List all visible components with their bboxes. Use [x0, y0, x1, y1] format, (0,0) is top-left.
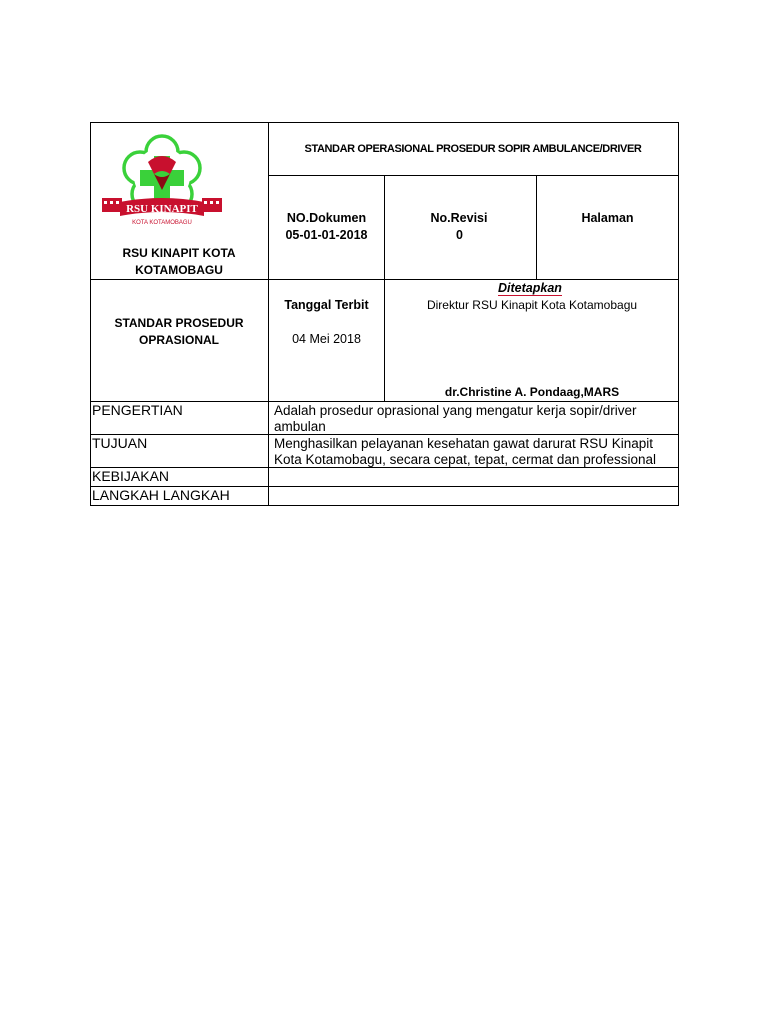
hospital-name — [92, 245, 266, 279]
director-name: dr.Christine A. Pondaag,MARS — [444, 385, 620, 399]
table-border-right — [678, 122, 679, 506]
page-title: STANDAR OPERASIONAL PROSEDUR SOPIR AMBULANCE/DRIVER — [304, 143, 642, 155]
row-text-line: Menghasilkan pelayanan kesehatan gawat darurat RSU Kinapit — [274, 436, 653, 451]
row-text-line: ambulan — [274, 419, 326, 434]
halaman-label: Halaman — [581, 211, 634, 225]
table-border-left — [90, 122, 91, 506]
hospital-name-line1: RSU KINAPIT KOTA — [122, 246, 236, 260]
no-dokumen-cell — [270, 210, 383, 244]
sop-label — [92, 315, 266, 349]
row-text-pengertian — [274, 403, 674, 435]
table-line — [268, 175, 679, 176]
row-label-pengertian: PENGERTIAN — [92, 402, 183, 418]
row-text-line: Adalah prosedur oprasional yang mengatur kerja sopir/driver — [274, 403, 637, 418]
row-text-tujuan — [274, 436, 674, 468]
no-revisi-cell — [386, 210, 534, 244]
tanggal-terbit-value: 04 Mei 2018 — [292, 332, 361, 346]
table-border-top — [90, 122, 679, 123]
director-title: Direktur RSU Kinapit Kota Kotamobagu — [426, 298, 638, 312]
hospital-name-line2: KOTAMOBAGU — [135, 263, 223, 277]
no-dokumen-value: 05-01-01-2018 — [285, 228, 368, 242]
ditetapkan-label: Ditetapkan — [498, 281, 562, 295]
halaman-cell — [538, 210, 677, 227]
table-border-bottom — [90, 505, 679, 506]
row-label-langkah: LANGKAH LANGKAH — [92, 487, 230, 503]
hospital-logo — [100, 128, 224, 228]
no-revisi-value: 0 — [456, 228, 463, 242]
no-dokumen-label: NO.Dokumen — [286, 211, 367, 225]
table-line — [536, 175, 537, 280]
table-line — [268, 122, 269, 506]
row-label-tujuan: TUJUAN — [92, 435, 148, 451]
ditetapkan-label-wrap — [498, 280, 562, 297]
sop-label-line2: OPRASIONAL — [138, 333, 219, 347]
row-label-kebijakan: KEBIJAKAN — [92, 468, 170, 484]
row-text-line: Kota Kotamobagu, secara cepat, tepat, cermat dan professional — [274, 452, 656, 467]
sop-label-line1: STANDAR PROSEDUR — [114, 316, 244, 330]
logo-sub-text: KOTA KOTAMOBAGU — [132, 220, 192, 226]
no-revisi-label: No.Revisi — [430, 211, 488, 225]
logo-banner-text: RSU KINAPIT — [126, 203, 198, 215]
tanggal-terbit-label: Tanggal Terbit — [284, 298, 369, 312]
